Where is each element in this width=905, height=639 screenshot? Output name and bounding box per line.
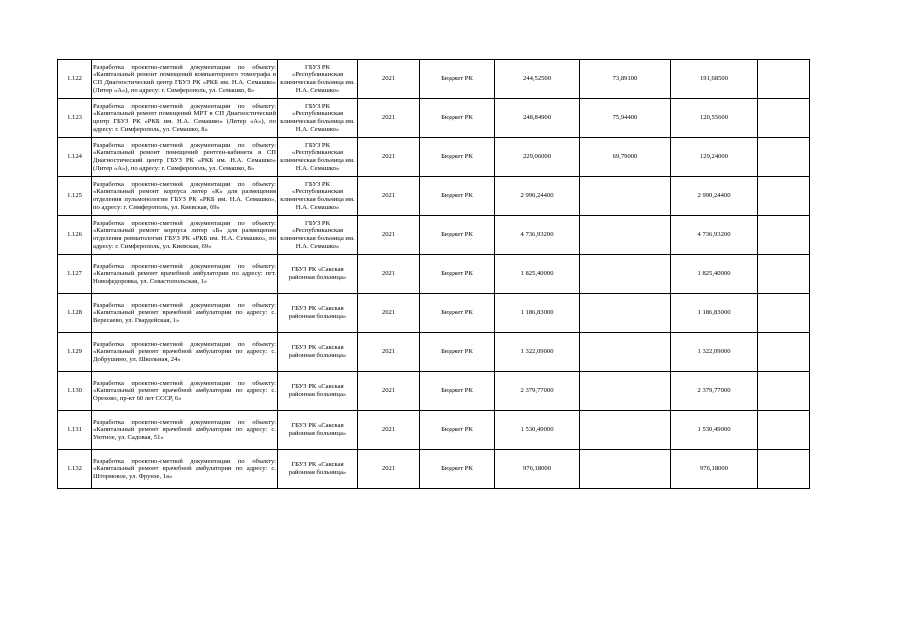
- row-number: 1.127: [58, 255, 92, 294]
- year: 2021: [358, 99, 420, 138]
- amount-column-1: [580, 294, 671, 333]
- total-amount: 2 379,77000: [495, 372, 580, 411]
- amount-column-3: [758, 177, 810, 216]
- year: 2021: [358, 138, 420, 177]
- amount-column-3: [758, 333, 810, 372]
- amount-column-1: 75,94400: [580, 99, 671, 138]
- amount-column-2: 1 825,40000: [671, 255, 758, 294]
- amount-column-3: [758, 450, 810, 489]
- year: 2021: [358, 216, 420, 255]
- funding-source: Бюджет РК: [420, 450, 495, 489]
- year: 2021: [358, 450, 420, 489]
- organization: ГБУЗ РК «Сакская районная больница»: [278, 372, 358, 411]
- total-amount: 1 825,40000: [495, 255, 580, 294]
- year: 2021: [358, 372, 420, 411]
- work-description: Разработка проектно-сметной документации по объекту: «Капитальный ремонт корпуса литер «К» для размещения отделения пульмонологии ГБУЗ РК «РКБ им. Н.А. Семашко», по адресу: г. Симферополь, ул. Киевская, 69»: [92, 177, 278, 216]
- amount-column-1: 69,79000: [580, 138, 671, 177]
- work-description: Разработка проектно-сметной документации по объекту: «Капитальный ремонт врачебной амбулатории по адресу: с. Добрушино, ул. Школьная, 24»: [92, 333, 278, 372]
- table-row: [58, 450, 810, 489]
- work-description: Разработка проектно-сметной документации по объекту: «Капитальный ремонт врачебной амбулатории по адресу: с. Штормовое, ул. Фрунзе, 1а»: [92, 450, 278, 489]
- total-amount: 1 186,83000: [495, 294, 580, 333]
- amount-column-2: 2 379,77000: [671, 372, 758, 411]
- amount-column-2: 4 736,93200: [671, 216, 758, 255]
- organization: ГБУЗ РК «Республиканская клиническая больница им. Н.А. Семашко»: [278, 177, 358, 216]
- organization: ГБУЗ РК «Республиканская клиническая больница им. Н.А. Семашко»: [278, 99, 358, 138]
- funding-source: Бюджет РК: [420, 99, 495, 138]
- total-amount: 976,18000: [495, 450, 580, 489]
- row-number: 1.126: [58, 216, 92, 255]
- row-number: 1.130: [58, 372, 92, 411]
- amount-column-3: [758, 138, 810, 177]
- row-number: 1.132: [58, 450, 92, 489]
- funding-source: Бюджет РК: [420, 177, 495, 216]
- organization: ГБУЗ РК «Сакская районная больница»: [278, 450, 358, 489]
- row-number: 1.129: [58, 333, 92, 372]
- table-row: [58, 99, 810, 138]
- amount-column-3: [758, 411, 810, 450]
- work-description: Разработка проектно-сметной документации по объекту: «Капитальный ремонт помещений рентген-кабинета в СП Диагностический центр ГБУЗ РК «РКБ им. Н.А. Семашко» (Литер «А»), по адресу: г. Симферополь, ул. Семашко, 8»: [92, 138, 278, 177]
- amount-column-1: [580, 372, 671, 411]
- table-row: [58, 255, 810, 294]
- amount-column-1: [580, 255, 671, 294]
- amount-column-3: [758, 99, 810, 138]
- work-description: Разработка проектно-сметной документации по объекту: «Капитальный ремонт помещений компьютерного томографа в СП Диагностический центр ГБУЗ РК «РКБ им. Н.А. Семашко» (Литер «А»), по адресу: г. Симферополь, ул. Семашко, 8»: [92, 60, 278, 99]
- table-row: [58, 138, 810, 177]
- amount-column-3: [758, 255, 810, 294]
- total-amount: 2 990,24400: [495, 177, 580, 216]
- total-amount: 4 736,93200: [495, 216, 580, 255]
- funding-source: Бюджет РК: [420, 216, 495, 255]
- row-number: 1.122: [58, 60, 92, 99]
- row-number: 1.123: [58, 99, 92, 138]
- amount-column-2: 191,68500: [671, 60, 758, 99]
- total-amount: 244,52500: [495, 60, 580, 99]
- funding-source: Бюджет РК: [420, 411, 495, 450]
- table-row: [58, 294, 810, 333]
- table-row: [58, 216, 810, 255]
- total-amount: 229,06000: [495, 138, 580, 177]
- year: 2021: [358, 294, 420, 333]
- funding-source: Бюджет РК: [420, 60, 495, 99]
- organization: ГБУЗ РК «Республиканская клиническая больница им. Н.А. Семашко»: [278, 216, 358, 255]
- year: 2021: [358, 411, 420, 450]
- year: 2021: [358, 255, 420, 294]
- amount-column-2: 1 530,49000: [671, 411, 758, 450]
- work-description: Разработка проектно-сметной документации по объекту: «Капитальный ремонт врачебной амбулатории по адресу: с. Вересаево, ул. Гвардейская, 1»: [92, 294, 278, 333]
- year: 2021: [358, 333, 420, 372]
- amount-column-2: 1 322,09000: [671, 333, 758, 372]
- row-number: 1.128: [58, 294, 92, 333]
- amount-column-1: [580, 450, 671, 489]
- funding-source: Бюджет РК: [420, 294, 495, 333]
- work-description: Разработка проектно-сметной документации по объекту: «Капитальный ремонт помещений МРТ в СП Диагностический центр ГБУЗ РК «РКБ им. Н.А. Семашко» (Литер «А»), по адресу: г. Симферополь, ул. Семашко, 8»: [92, 99, 278, 138]
- table-row: [58, 372, 810, 411]
- year: 2021: [358, 177, 420, 216]
- amount-column-2: 2 990,24400: [671, 177, 758, 216]
- amount-column-3: [758, 216, 810, 255]
- table-row: [58, 177, 810, 216]
- total-amount: 248,84900: [495, 99, 580, 138]
- amount-column-3: [758, 372, 810, 411]
- organization: ГБУЗ РК «Сакская районная больница»: [278, 333, 358, 372]
- amount-column-1: 73,89100: [580, 60, 671, 99]
- amount-column-3: [758, 60, 810, 99]
- amount-column-2: 120,55600: [671, 99, 758, 138]
- organization: ГБУЗ РК «Сакская районная больница»: [278, 255, 358, 294]
- row-number: 1.125: [58, 177, 92, 216]
- amount-column-1: [580, 216, 671, 255]
- budget-table: [57, 59, 810, 489]
- amount-column-1: [580, 333, 671, 372]
- table-row: [58, 411, 810, 450]
- work-description: Разработка проектно-сметной документации по объекту: «Капитальный ремонт врачебной амбулатории по адресу: пгт. Новофедоровка, ул. Севастопольская, 1»: [92, 255, 278, 294]
- table-row: [58, 60, 810, 99]
- funding-source: Бюджет РК: [420, 138, 495, 177]
- organization: ГБУЗ РК «Сакская районная больница»: [278, 411, 358, 450]
- total-amount: 1 322,09000: [495, 333, 580, 372]
- row-number: 1.131: [58, 411, 92, 450]
- year: 2021: [358, 60, 420, 99]
- amount-column-1: [580, 411, 671, 450]
- amount-column-3: [758, 294, 810, 333]
- amount-column-1: [580, 177, 671, 216]
- organization: ГБУЗ РК «Сакская районная больница»: [278, 294, 358, 333]
- funding-source: Бюджет РК: [420, 255, 495, 294]
- amount-column-2: 976,18000: [671, 450, 758, 489]
- table-row: [58, 333, 810, 372]
- work-description: Разработка проектно-сметной документации по объекту: «Капитальный ремонт врачебной амбулатории по адресу: с. Уютное, ул. Садовая, 51»: [92, 411, 278, 450]
- amount-column-2: 129,24000: [671, 138, 758, 177]
- table-body: [58, 60, 810, 489]
- total-amount: 1 530,49000: [495, 411, 580, 450]
- row-number: 1.124: [58, 138, 92, 177]
- amount-column-2: 1 186,83000: [671, 294, 758, 333]
- work-description: Разработка проектно-сметной документации по объекту: «Капитальный ремонт корпуса литер «Б» для размещения отделения ревматологии ГБУЗ РК «РКБ им. Н.А. Семашко», по адресу: г. Симферополь, ул. Киевская, 69»: [92, 216, 278, 255]
- funding-source: Бюджет РК: [420, 333, 495, 372]
- funding-source: Бюджет РК: [420, 372, 495, 411]
- organization: ГБУЗ РК «Республиканская клиническая больница им. Н.А. Семашко»: [278, 60, 358, 99]
- organization: ГБУЗ РК «Республиканская клиническая больница им. Н.А. Семашко»: [278, 138, 358, 177]
- work-description: Разработка проектно-сметной документации по объекту: «Капитальный ремонт врачебной амбулатории по адресу: с. Орехово, пр-кт 60 лет СССР, 6»: [92, 372, 278, 411]
